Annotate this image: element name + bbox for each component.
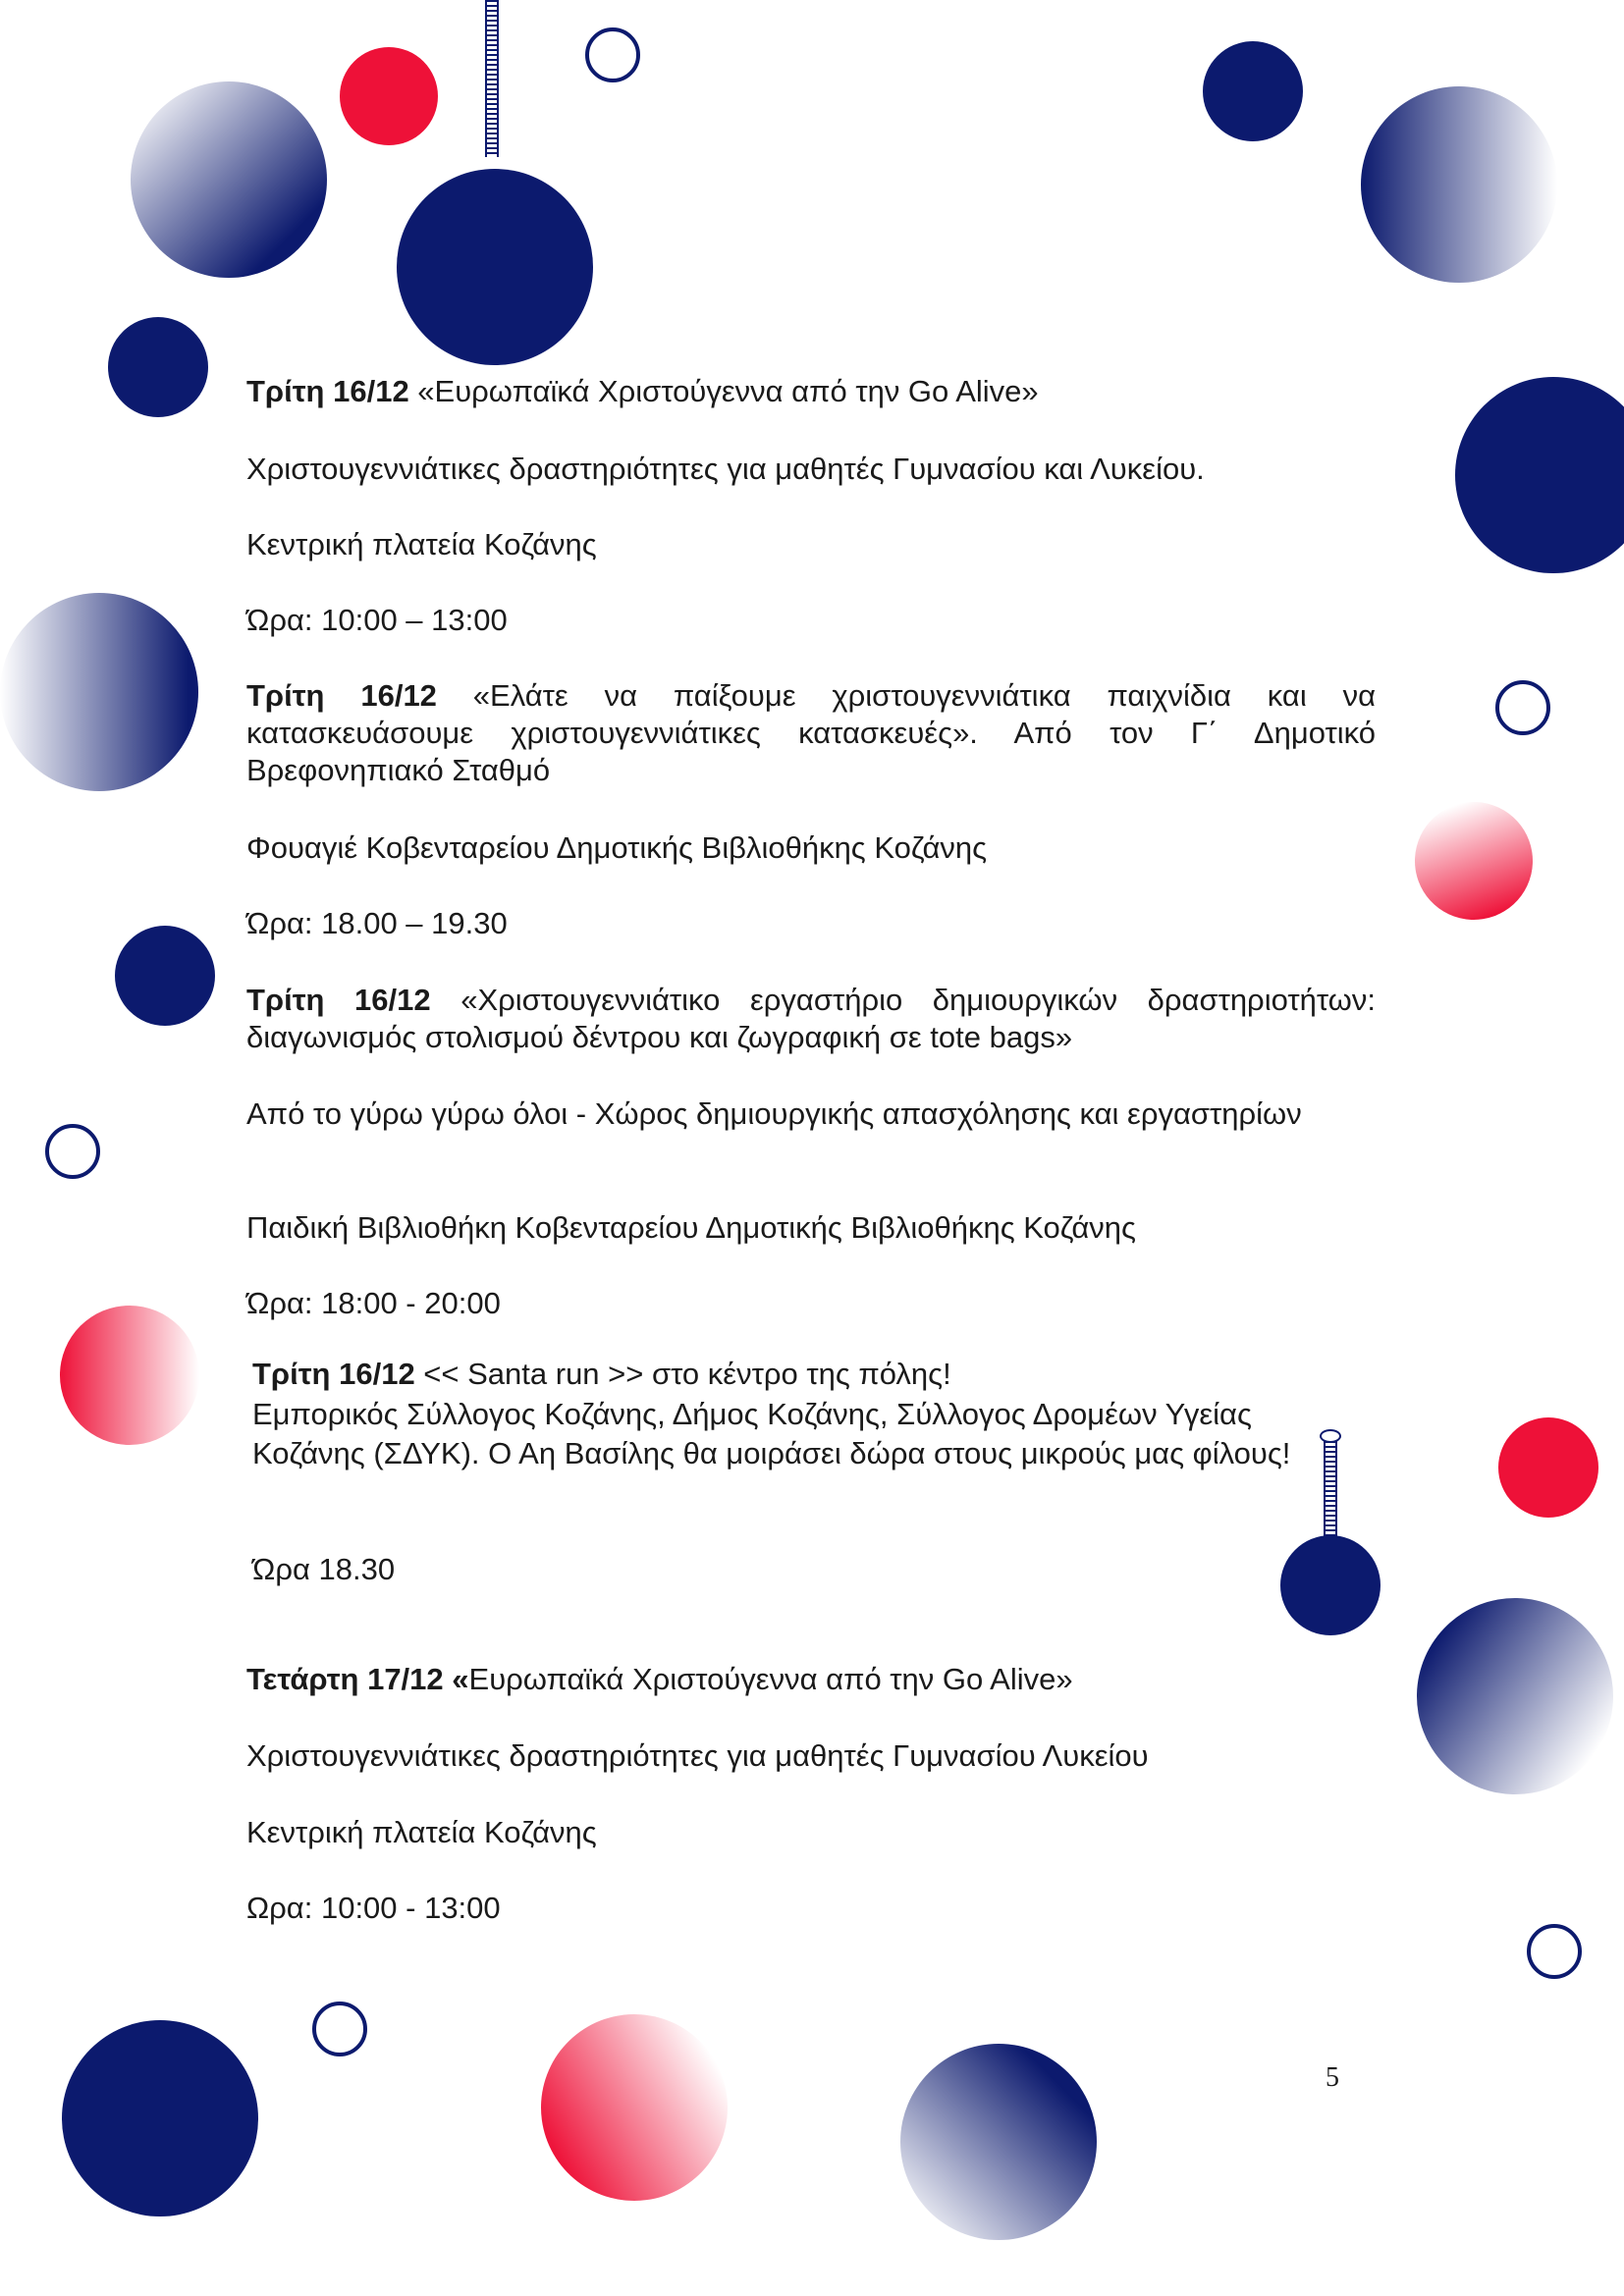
event-venue: Κεντρική πλατεία Κοζάνης — [246, 1815, 597, 1849]
event-day: Τρίτη 16/12 — [246, 983, 431, 1017]
event-time: Ωρα: 10:00 - 13:00 — [246, 1891, 501, 1925]
event-day: Τρίτη 16/12 — [246, 678, 437, 713]
page-number: 5 — [1326, 2062, 1339, 2093]
navy-bauble — [397, 169, 593, 365]
event-description: Χριστουγεννιάτικες δραστηριότητες για μαθητές Γυμνασίου και Λυκείου. — [246, 452, 1205, 486]
navy-bauble — [1455, 377, 1624, 573]
event-organizer: Από το γύρω γύρω όλοι - Χώρος δημιουργικής απασχόλησης και εργαστηρίων — [246, 1096, 1302, 1131]
event-day: Τρίτη 16/12 — [246, 374, 409, 408]
event-day: Τετάρτη 17/12 « — [246, 1662, 469, 1696]
event-title: «Ευρωπαϊκά Χριστούγεννα από την Go Alive» — [408, 374, 1039, 408]
gradient-bauble — [1361, 86, 1557, 283]
red-bauble — [1498, 1417, 1598, 1518]
event-title: << Santa run >> στο κέντρο της πόλης! — [414, 1357, 951, 1391]
event-description: Εμπορικός Σύλλογος Κοζάνης, Δήμος Κοζάνης, Σύλλογος Δρομέων Υγείας Κοζάνης (ΣΔΥΚ). Ο Αη Βασίλης θα μοιράσει δώρα στους μικρούς μας φίλους! — [252, 1397, 1291, 1470]
event-title: «Ελάτε να παίξουμε χριστουγεννιάτικα παιχνίδια και να κατασκευάσουμε χριστουγεννιάτικες κατασκευές». Από τον Γ΄ Δημοτικό Βρεφονηπιακό Σταθμό — [246, 678, 1377, 787]
gradient-bauble — [131, 81, 327, 278]
navy-bauble — [115, 926, 215, 1026]
event-time: Ώρα: 18:00 - 20:00 — [246, 1286, 501, 1320]
event-time: Ώρα: 18.00 – 19.30 — [246, 906, 508, 940]
ring-bauble — [585, 27, 640, 82]
event-venue: Κεντρική πλατεία Κοζάνης — [246, 527, 597, 561]
event-day: Τρίτη 16/12 — [252, 1357, 415, 1391]
event-venue: Φουαγιέ Κοβενταρείου Δημοτικής Βιβλιοθήκης Κοζάνης — [246, 830, 988, 865]
event-time: Ώρα: 10:00 – 13:00 — [246, 603, 508, 637]
event-description: Χριστουγεννιάτικες δραστηριότητες για μαθητές Γυμνασίου Λυκείου — [246, 1738, 1149, 1773]
gradient-red-bauble — [507, 1980, 762, 2235]
navy-bauble — [108, 317, 208, 417]
navy-bauble — [1203, 41, 1303, 141]
event-heading — [246, 373, 1376, 410]
event-heading — [246, 1661, 1376, 1698]
event-heading — [246, 982, 1376, 1056]
ring-bauble — [312, 2002, 367, 2056]
event-time: Ώρα 18.30 — [252, 1552, 396, 1586]
ring-bauble — [1495, 680, 1550, 735]
gradient-bauble — [1379, 1560, 1624, 1834]
ring-bauble — [1527, 1924, 1582, 1979]
gradient-bauble — [900, 2044, 1097, 2240]
gradient-bauble — [0, 593, 198, 791]
event-title: Ευρωπαϊκά Χριστούγεννα από την Go Alive» — [468, 1662, 1073, 1696]
red-bauble — [340, 47, 438, 145]
gradient-red-bauble — [1398, 785, 1549, 936]
event-title: «Χριστουγεννιάτικο εργαστήριο δημιουργικών δραστηριοτήτων: διαγωνισμός στολισμού δέντρου και ζωγραφική σε tote bags» — [246, 983, 1376, 1054]
ring-bauble — [45, 1124, 100, 1179]
gradient-red-bauble — [60, 1306, 199, 1445]
event-venue: Παιδική Βιβλιοθήκη Κοβενταρείου Δημοτικής Βιβλιοθήκης Κοζάνης — [246, 1210, 1136, 1245]
event-heading — [252, 1356, 1342, 1393]
event-heading — [246, 677, 1376, 789]
ornament-string — [485, 0, 499, 157]
navy-bauble — [62, 2020, 258, 2216]
